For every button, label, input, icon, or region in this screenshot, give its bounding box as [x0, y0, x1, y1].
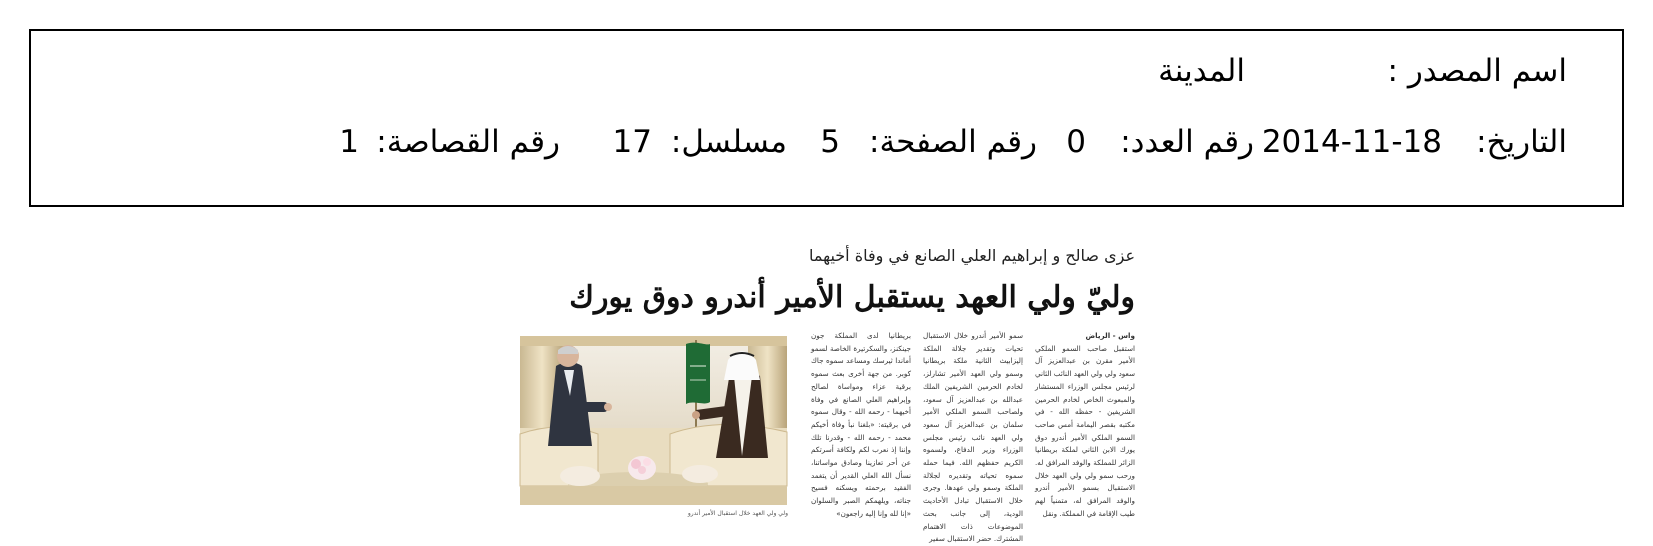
article-dateline: واس - الرياض	[1085, 331, 1135, 340]
page-value: 5	[820, 124, 840, 160]
article-column-1-text: استقبل صاحب السمو الملكي الأمير مقرن بن عبدالعزيز آل سعود ولي ولي العهد النائب الثاني لرئيس مجلس الوزراء المستشار والمبعوث الخاص لخادم الحرمين الشريفين - حفظه الله - في مكتبه بقصر اليمامة أمس صاحب السمو الملكي الأمير أندرو دوق يورك الابن الثاني لملكة بريطانيا الزائر للمملكة والوفد المرافق له. ورحب سمو ولي ولي العهد خلال الاستقبال بسمو الأمير أندرو والوفد المرافق له، متمنياً لهم طيب الإقامة في المملكة. ونقل	[1034, 343, 1135, 518]
serial-label: مسلسل:	[670, 124, 787, 160]
serial-value: 17	[612, 124, 652, 160]
date-label: التاريخ:	[1476, 124, 1567, 160]
date-value: 2014-11-18	[1261, 124, 1442, 160]
clipping-header-box	[29, 29, 1624, 207]
article-headline: وليّ ولي العهد يستقبل الأمير أندرو دوق يورك	[569, 280, 1135, 315]
article-column-3	[811, 330, 911, 520]
issue-value: 0	[1066, 124, 1086, 160]
article-subheadline: عزى صالح و إبراهيم العلي الصانع في وفاة أخيهما	[808, 246, 1135, 265]
clip-value: 1	[339, 124, 359, 160]
source-label: اسم المصدر :	[1387, 53, 1567, 89]
issue-label: رقم العدد:	[1120, 124, 1254, 160]
clip-label: رقم القصاصة:	[376, 124, 560, 160]
article-column-2	[923, 330, 1023, 544]
photo-caption: ولي ولي العهد خلال استقبال الأمير أندرو	[687, 510, 788, 517]
newspaper-clipping	[500, 240, 1143, 544]
article-column-3-text: بريطانيا لدى المملكة جون جينكنز، والسكرتيرة الخاصة لسمو أماندا ثيرسك ومساعد سموه جاك كوبر. من جهة أخرى بعث سموه برقية عزاء ومواساة لصالح وإبراهيم العلي الصانع في وفاة أخيهما - رحمه الله - وقال سموه في برقيته: «بلغنا نبأ وفاة أخيكم محمد - رحمه الله - وقدرنا تلك وإننا إذ نعرب لكم ولكافة أسرتكم عن أحر تعازينا وصادق مواساتنا، نسأل الله العلي القدير أن يتغمد الفقيد برحمته ويسكنه فسيح جناته، ويلهمكم الصبر والسلوان «إنا لله وإنا إليه راجعون»	[811, 331, 911, 518]
page-label: رقم الصفحة:	[869, 124, 1037, 160]
source-value: المدينة	[1158, 53, 1245, 89]
article-photo-art	[520, 336, 787, 505]
article-column-1	[1035, 330, 1135, 520]
article-photo	[520, 336, 787, 505]
article-column-2-text: سمو الأمير أندرو خلال الاستقبال تحيات وتقدير جلالة الملكة إليزابيث الثانية ملكة بريطانيا وسمو ولي العهد الأمير تشارلز، لخادم الحرمين الشريفين الملك عبدالله بن عبدالعزيز آل سعود، ولصاحب السمو الملكي الأمير سلمان بن عبدالعزيز آل سعود ولي العهد نائب رئيس مجلس الوزراء وزير الدفاع، ولسموه الكريم حفظهم الله. فيما حمله سموه تحياته وتقديره لجلالة الملكة وسمو ولي عهدها. وجرى خلال الاستقبال تبادل الأحاديث الودية، إلى جانب بحث الموضوعات ذات الاهتمام المشترك. حضر الاستقبال سفير	[923, 331, 1023, 544]
